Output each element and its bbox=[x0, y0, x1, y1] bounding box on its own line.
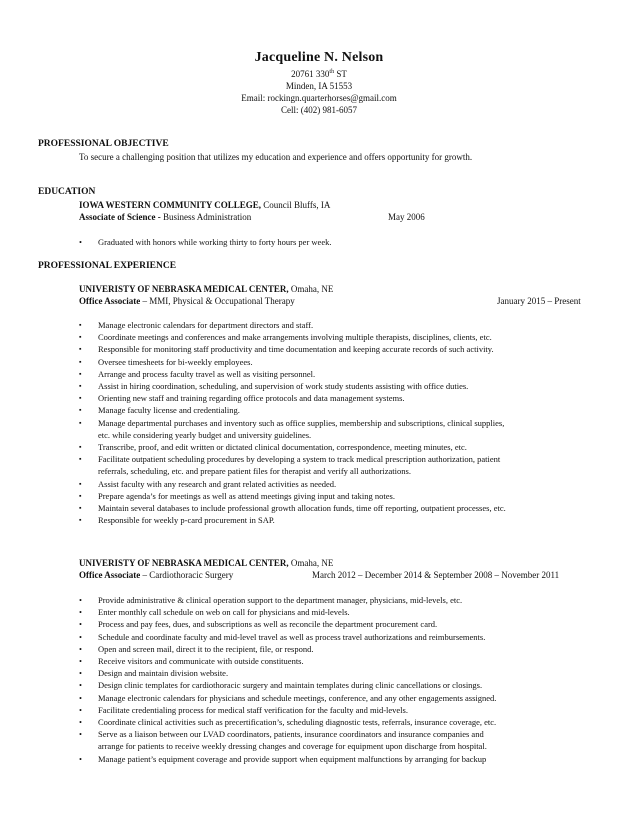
job-1-dates: January 2015 – Present bbox=[497, 296, 581, 306]
bullet-icon: ▪ bbox=[79, 443, 82, 452]
list-item: • Process and pay fees, dues, and subscriptions as well as reconcile the department procurement card. bbox=[79, 619, 438, 630]
bullet-icon: ▪ bbox=[79, 333, 82, 342]
list-item: • Open and screen mail, direct it to the recipient, file, or respond. bbox=[79, 643, 314, 654]
bullet-icon: • bbox=[79, 729, 82, 740]
school-name: IOWA WESTERN COMMUNITY COLLEGE, bbox=[79, 200, 262, 210]
list-item: • Serve as a liaison between our LVAD coordinators, patients, insurance coordinators and insurance companies and bbox=[79, 729, 484, 740]
bullet-icon: ▪ bbox=[79, 406, 82, 415]
list-item: • Provide administrative & clinical operation support to the department manager, physicians, mid-levels, etc. bbox=[79, 595, 463, 605]
list-item: ▪ Manage departmental purchases and inventory such as office supplies, membership and subscriptions, clinical supplies, bbox=[79, 417, 505, 428]
street-address bbox=[0, 68, 638, 80]
address-street: ST bbox=[334, 69, 347, 79]
bullet-icon: • bbox=[79, 753, 82, 764]
degree-line bbox=[79, 211, 251, 223]
experience-heading: PROFESSIONAL EXPERIENCE bbox=[38, 261, 177, 271]
bullet-icon: • bbox=[79, 692, 82, 703]
education-heading: EDUCATION bbox=[38, 187, 96, 197]
objective-heading: PROFESSIONAL OBJECTIVE bbox=[38, 139, 169, 149]
city-state-zip: Minden, IA 51553 bbox=[285, 81, 353, 91]
school-line bbox=[79, 199, 330, 211]
job-1-bullets bbox=[79, 319, 506, 526]
list-item: ▪ Facilitate outpatient scheduling procedures by developing a system to track medical prescription authorization, patient bbox=[79, 454, 501, 465]
list-item: • Manage patient’s equipment coverage and provide support when equipment malfunctions by arranging for backup bbox=[79, 753, 487, 764]
bullet-icon: • bbox=[79, 680, 82, 691]
bullet-icon: ▪ bbox=[79, 394, 82, 403]
bullet-icon: • bbox=[79, 607, 82, 618]
job-2-dept: – Cardiothoracic Surgery bbox=[140, 570, 234, 580]
bullet-icon: • bbox=[79, 619, 82, 630]
list-item: ▪ Coordinate meetings and conferences and make arrangements involving multiple therapists, disciplines, clients, etc. bbox=[79, 332, 492, 343]
list-item: • Enter monthly call schedule on web on call for physicians and mid-levels. bbox=[79, 607, 350, 618]
email-line: Email: rockingn.quarterhorses@gmail.com bbox=[241, 93, 397, 103]
job-1-title-line bbox=[79, 295, 295, 307]
school-location: Council Bluffs, IA bbox=[261, 200, 331, 210]
bullet-icon: ▪ bbox=[79, 345, 82, 354]
candidate-name: Jacqueline N. Nelson bbox=[254, 50, 384, 65]
bullet-icon: ▪ bbox=[79, 455, 82, 464]
bullet-icon: • bbox=[79, 717, 82, 728]
job-2-location: Omaha, NE bbox=[288, 558, 334, 568]
job-1-employer-line bbox=[79, 283, 333, 295]
bullet-icon: ▪ bbox=[79, 418, 82, 427]
bullet-icon: ▪ bbox=[79, 357, 82, 366]
job-1-dept: – MMI, Physical & Occupational Therapy bbox=[140, 296, 295, 306]
list-item: ▪ Arrange and process faculty travel as well as visiting personnel. bbox=[79, 368, 316, 379]
list-item-continuation: referrals, scheduling, etc. and prepare patient files for therapist and verify all authorizations. bbox=[98, 466, 411, 477]
list-item-continuation: arrange for patients to receive weekly dressing changes and coverage for equipment upon discharge from hospital. bbox=[98, 741, 487, 752]
bullet-icon: ▪ bbox=[79, 491, 82, 500]
job-2-title-line bbox=[79, 569, 233, 581]
list-item: ▪ Prepare agenda’s for meetings as well as attend meetings giving input and taking notes. bbox=[79, 490, 395, 501]
job-2-title: Office Associate bbox=[79, 570, 141, 580]
bullet-icon: • bbox=[79, 643, 82, 654]
list-item: • Schedule and coordinate faculty and mid-level travel as well as process travel authorizations and reimbursements. bbox=[79, 631, 486, 642]
degree-date: May 2006 bbox=[388, 212, 425, 222]
address-ordinal: th bbox=[329, 69, 335, 75]
list-item: ▪ Manage electronic calendars for department directors and staff. bbox=[79, 320, 314, 330]
list-item: • Design and maintain division website. bbox=[79, 668, 229, 679]
list-item: • Manage electronic calendars for physicians and schedule meetings, conference, and any other engagements assigned. bbox=[79, 692, 497, 703]
bullet-icon: ▪ bbox=[79, 479, 82, 488]
job-1-title: Office Associate bbox=[79, 296, 141, 306]
job-1-employer: UNIVERISTY OF NEBRASKA MEDICAL CENTER, bbox=[79, 284, 289, 294]
list-item: • Graduated with honors while working thirty to forty hours per week. bbox=[79, 237, 332, 247]
list-item: ▪ Assist faculty with any research and grant related activities as needed. bbox=[79, 478, 337, 489]
bullet-icon: ▪ bbox=[79, 321, 82, 329]
list-item: • Facilitate credentialing process for medical staff verification for the faculty and mid-levels. bbox=[79, 704, 408, 715]
list-item: ▪ Responsible for weekly p-card procurement in SAP. bbox=[79, 515, 275, 526]
bullet-icon: • bbox=[79, 668, 82, 679]
list-item: • Coordinate clinical activities such as precertification’s, scheduling diagnostic tests, referrals, insurance coverage, etc. bbox=[79, 717, 497, 728]
bullet-icon: ▪ bbox=[79, 382, 82, 391]
list-item-continuation: etc. while considering yearly budget and university guidelines. bbox=[98, 429, 312, 440]
objective-text: To secure a challenging position that utilizes my education and experience and offers opportunity for growth. bbox=[79, 152, 473, 162]
bullet-icon: • bbox=[79, 656, 82, 667]
bullet-icon: • bbox=[79, 237, 82, 247]
bullet-icon: • bbox=[79, 631, 82, 642]
list-item: • Receive visitors and communicate with outside constituents. bbox=[79, 656, 304, 667]
list-item: • Design clinic templates for cardiothoracic surgery and maintain templates during clinic cancellations or closings. bbox=[79, 680, 483, 691]
list-item: ▪ Transcribe, proof, and edit written or dictated clinical documentation, correspondence, meeting minutes, etc. bbox=[79, 442, 467, 453]
bullet-icon: ▪ bbox=[79, 504, 82, 513]
bullet-icon: • bbox=[79, 595, 82, 605]
bullet-icon: ▪ bbox=[79, 516, 82, 525]
list-item: ▪ Manage faculty license and credentialing. bbox=[79, 405, 240, 416]
degree-name: Associate of Science - bbox=[79, 212, 161, 222]
list-item: ▪ Responsible for monitoring staff productivity and time documentation and keeping accurate records of such activity. bbox=[79, 344, 494, 355]
list-item: ▪ Assist in hiring coordination, scheduling, and supervision of work study students assisting with office duties. bbox=[79, 381, 469, 392]
address-number: 20761 330 bbox=[291, 69, 330, 79]
job-1-location: Omaha, NE bbox=[288, 284, 334, 294]
bullet-icon: • bbox=[79, 704, 82, 715]
cell-line: Cell: (402) 981-6057 bbox=[281, 105, 357, 115]
list-item: ▪ Oversee timesheets for bi-weekly employees. bbox=[79, 356, 253, 367]
job-2-dates: March 2012 – December 2014 & September 2008 – November 2011 bbox=[312, 570, 560, 580]
job-2-employer-line bbox=[79, 557, 333, 569]
list-item: ▪ Maintain several databases to include professional growth allocation funds, time off reporting, outpatient processes, etc. bbox=[79, 503, 506, 514]
bullet-icon: ▪ bbox=[79, 369, 82, 378]
job-2-bullets bbox=[79, 594, 496, 765]
degree-major: Business Administration bbox=[160, 212, 252, 222]
list-item: ▪ Orienting new staff and training regarding office protocols and data management systems. bbox=[79, 393, 405, 404]
education-bullets bbox=[79, 236, 331, 248]
job-2-employer: UNIVERISTY OF NEBRASKA MEDICAL CENTER, bbox=[79, 558, 289, 568]
